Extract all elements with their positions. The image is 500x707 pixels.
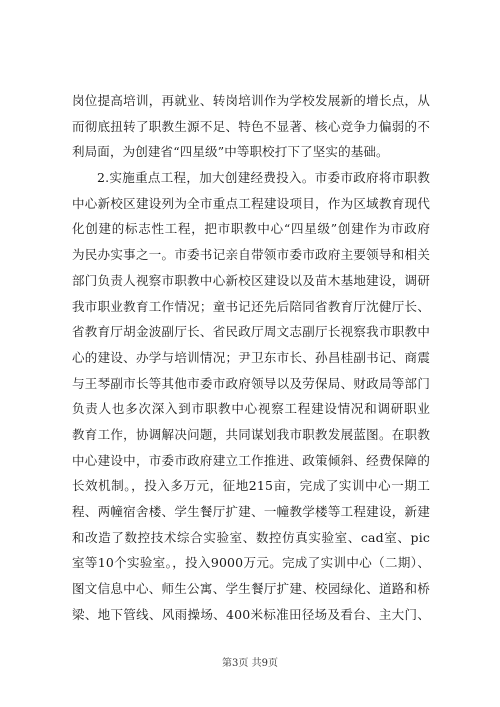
text-line: 我市职业教育工作情况；童书记还先后陪同省教育厅沈健厅长、 xyxy=(72,298,430,314)
page-number-footer: 第3页 共9页 xyxy=(222,658,278,669)
text-line: 心的建设、办学与培训情况；尹卫东市长、孙昌桂副书记、商震 xyxy=(72,349,430,365)
text-line: 利局面，为创建省“四星级”中等职校打下了坚实的基础。 xyxy=(72,144,389,160)
text-line: 而彻底扭转了职教生源不足、特色不显著、核心竞争力偏弱的不 xyxy=(72,118,430,134)
text-line: 中心建设中，市委市政府建立工作推进、政策倾斜、经费保障的 xyxy=(72,452,430,468)
text-line: 为民办实事之一。市委书记亲自带领市委市政府主要领导和相关 xyxy=(72,247,430,263)
text-line: 化创建的标志性工程，把市职教中心“四星级”创建作为市政府 xyxy=(72,221,430,237)
text-line: 图文信息中心、师生公寓、学生餐厅扩建、校园绿化、道路和桥 xyxy=(72,581,430,597)
text-line: 梁、地下管线、风雨操场、400米标准田径场及看台、主大门、 xyxy=(72,606,430,622)
text-line: 负责人也多次深入到市职教中心视察工程建设情况和调研职业 xyxy=(72,401,430,417)
text-line: 室等10个实验室。，投入9000万元。完成了实训中心（二期）、 xyxy=(72,555,430,571)
text-line: 省教育厅胡金波副厅长、省民政厅周文志副厅长视察我市职教中 xyxy=(72,324,430,340)
paragraph-first-line: 2.实施重点工程，加大创建经费投入。市委市政府将市职教 xyxy=(97,170,430,186)
text-line: 中心新校区建设列为全市重点工程建设项目，作为区域教育现代 xyxy=(72,195,430,211)
text-line: 程、两幢宿舍楼、学生餐厅扩建、一幢教学楼等工程建设，新建 xyxy=(72,504,430,519)
document-body xyxy=(72,88,430,679)
text-line: 岗位提高培训，再就业、转岗培训作为学校发展新的增长点，从 xyxy=(72,93,430,108)
text-line: 教育工作，协调解决问题，共同谋划我市职教发展蓝图。在职教 xyxy=(72,426,430,442)
text-line: 部门负责人视察市职教中心新校区建设以及苗木基地建设，调研 xyxy=(72,272,430,288)
text-line: 和改造了数控技术综合实验室、数控仿真实验室、cad室、pic xyxy=(72,529,430,545)
text-line xyxy=(72,627,430,653)
text-line: 与王琴副市长等其他市委市政府领导以及劳保局、财政局等部门 xyxy=(72,375,430,391)
text-line: 长效机制。，投入多万元，征地215亩，完成了实训中心一期工 xyxy=(72,478,430,494)
